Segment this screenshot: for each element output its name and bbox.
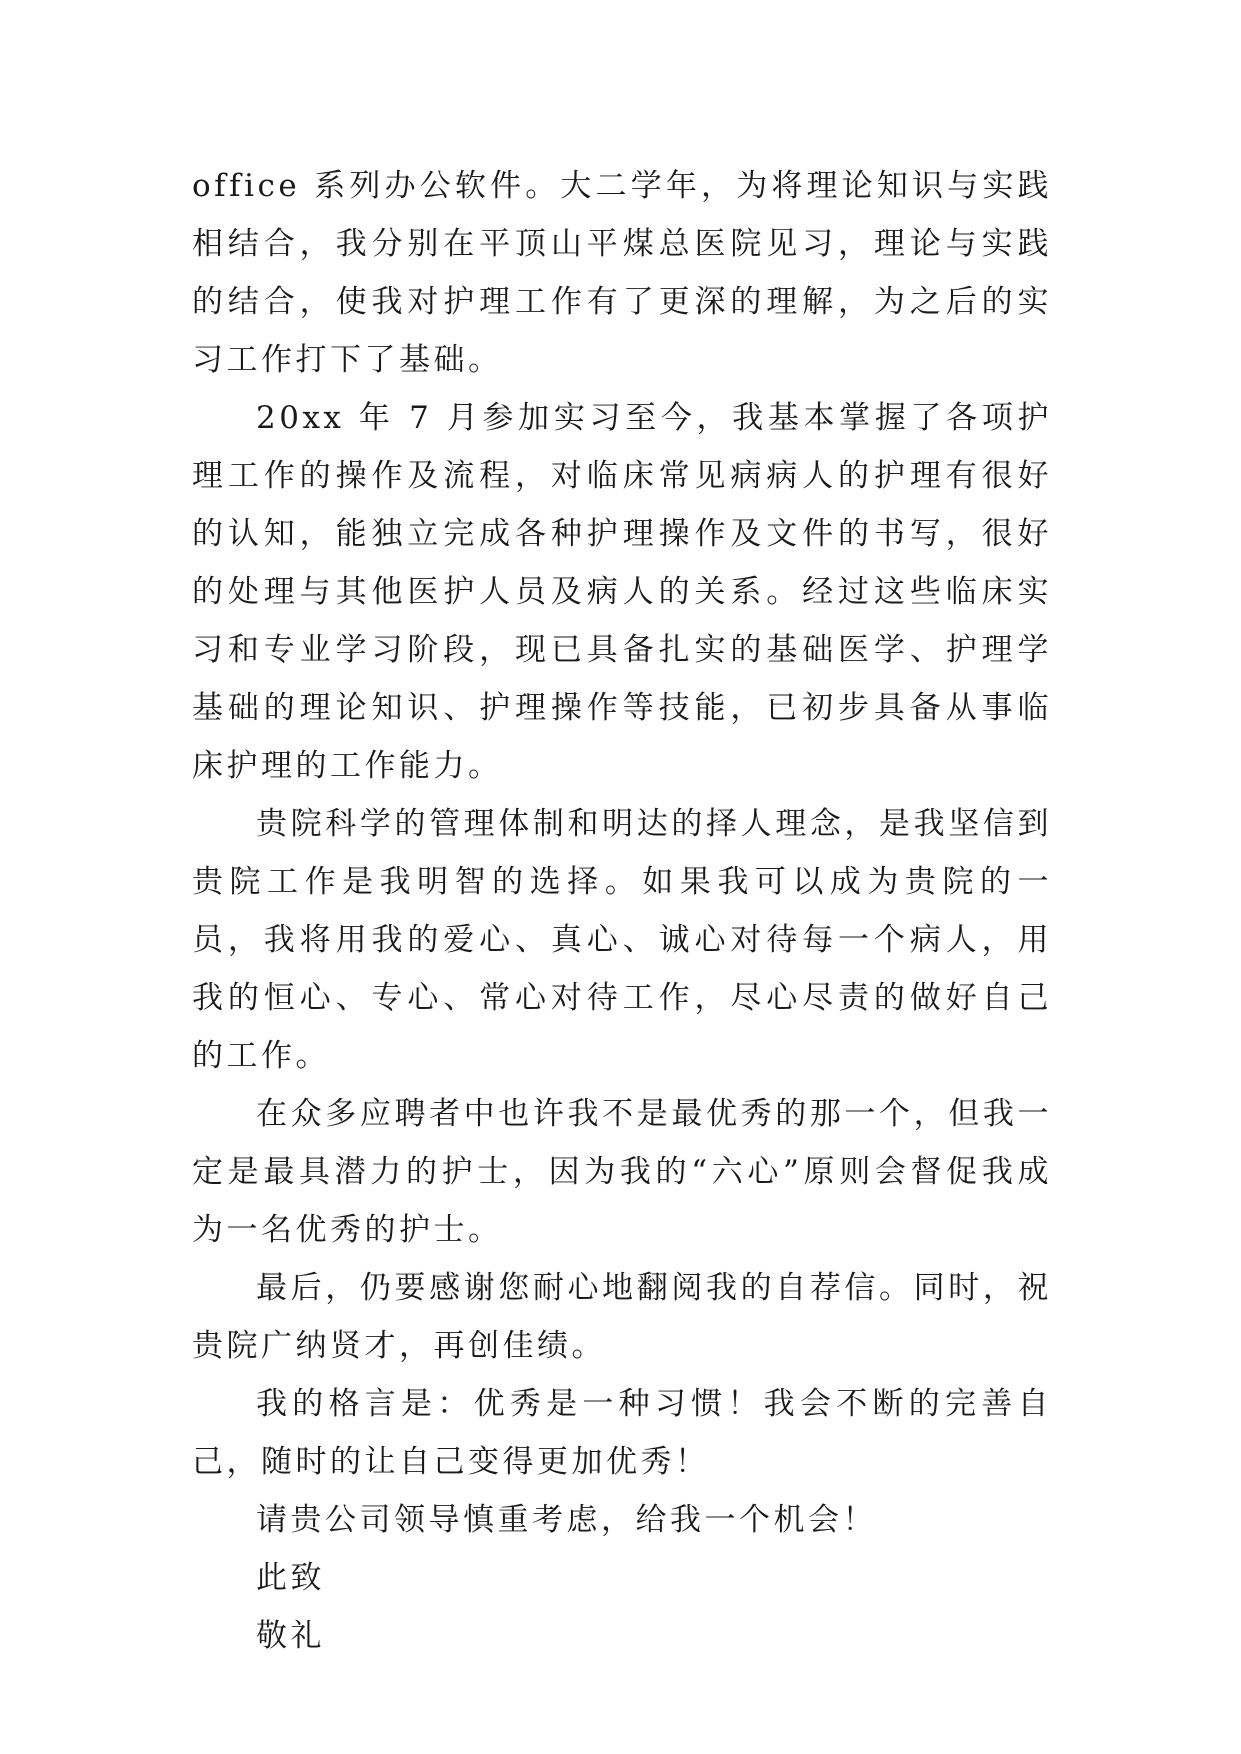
paragraph-thanks: 最后，仍要感谢您耐心地翻阅我的自荐信。同时，祝贵院广纳贤才，再创佳绩。 [192, 1270, 1052, 1364]
paragraph-motto: 我的格言是：优秀是一种习惯！我会不断的完善自己，随时的让自己变得更加优秀！ [192, 1386, 1052, 1480]
paragraph-intro-continued: office 系列办公软件。大二学年，为将理论知识与实践相结合，我分别在平顶山平煤总医院见习，理论与实践的结合，使我对护理工作有了更深的理解，为之后的实习工作打下了基础。 [192, 168, 1052, 378]
paragraph-internship: 20xx 年 7 月参加实习至今，我基本掌握了各项护理工作的操作及流程，对临床常见病病人的护理有很好的认知，能独立完成各种护理操作及文件的书写，很好的处理与其他医护人员及病人的关系。经过这些临床实习和专业学习阶段，现已具备扎实的基础医学、护理学基础的理论知识、护理操作等技能，已初步具备从事临床护理的工作能力。 [192, 400, 1052, 784]
paragraph-hospital-choice: 贵院科学的管理体制和明达的择人理念，是我坚信到贵院工作是我明智的选择。如果我可以成为贵院的一员，我将用我的爱心、真心、诚心对待每一个病人，用我的恒心、专心、常心对待工作，尽心尽责的做好自己的工作。 [192, 806, 1052, 1074]
letter-body [192, 157, 1052, 1665]
paragraph-request: 请贵公司领导慎重考虑，给我一个机会！ [256, 1502, 877, 1538]
closing-salutation: 此致 [256, 1560, 325, 1596]
paragraph-potential: 在众多应聘者中也许我不是最优秀的那一个，但我一定是最具潜力的护士，因为我的“六心”原则会督促我成为一名优秀的护士。 [192, 1096, 1052, 1248]
closing-regards: 敬礼 [256, 1618, 325, 1654]
